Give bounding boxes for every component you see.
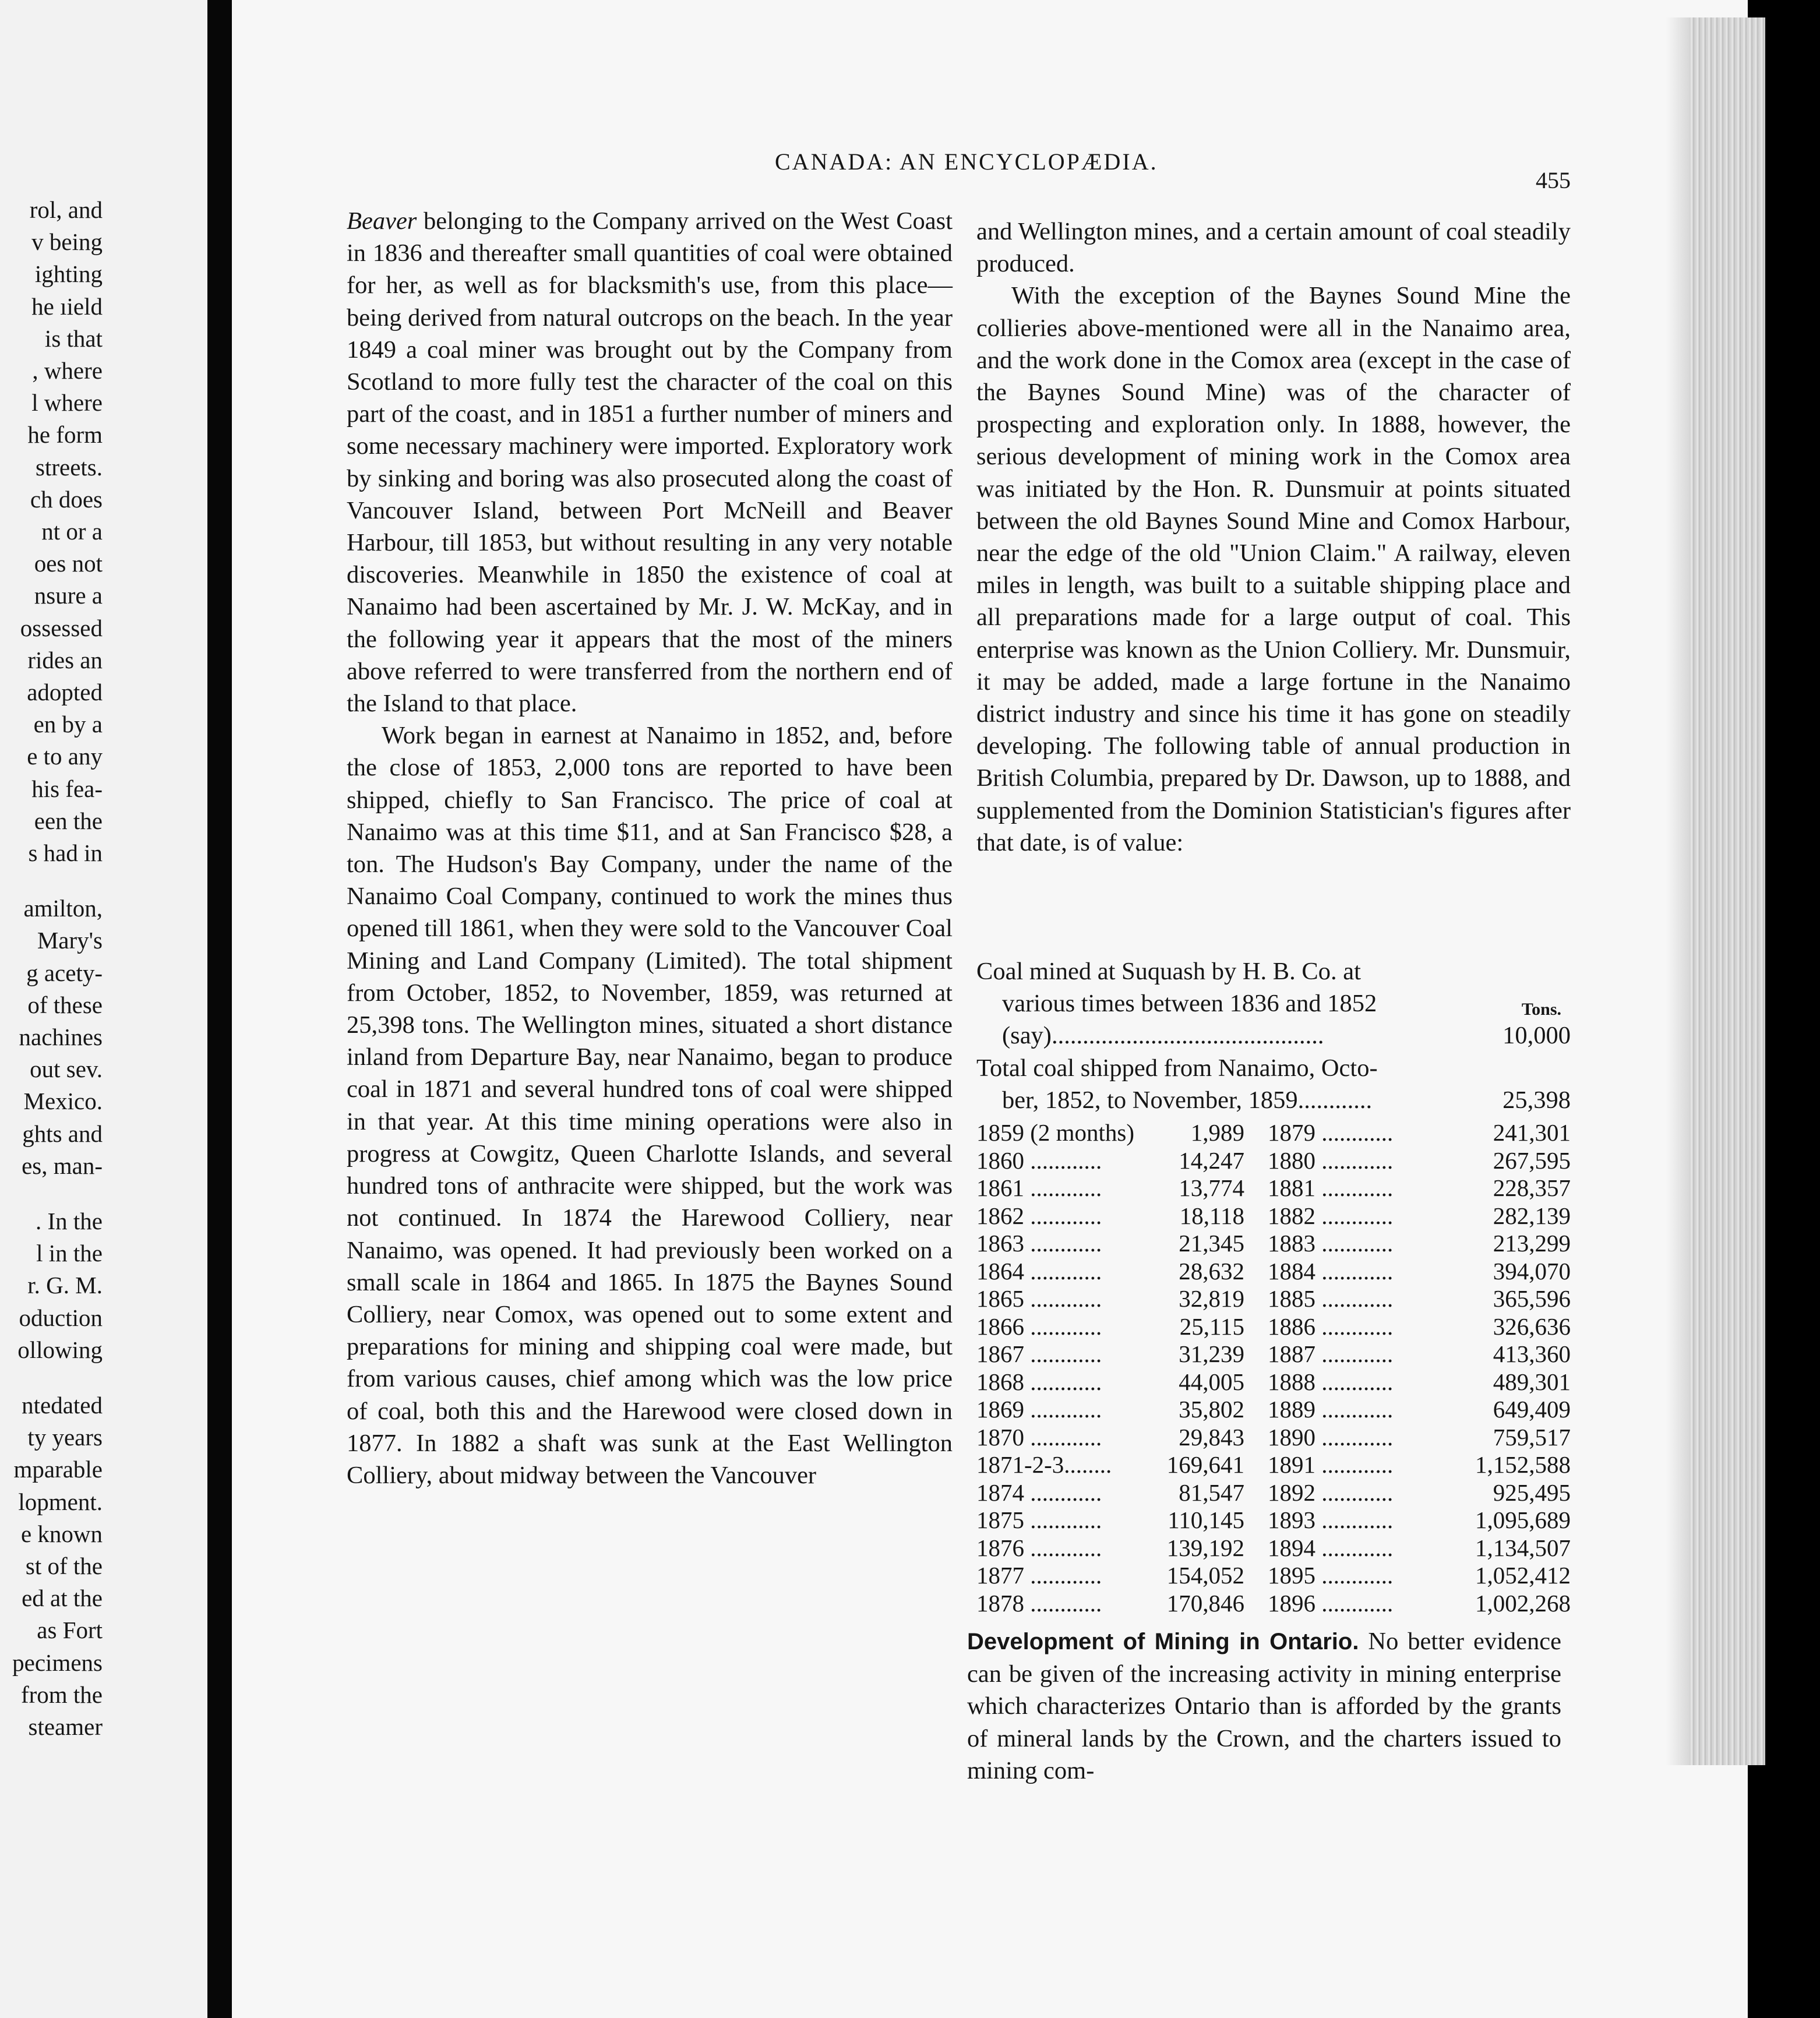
- tons-cell: 394,070: [1493, 1257, 1571, 1285]
- paragraph: With the exception of the Baynes Sound Mine the collieries above-mentioned were all in the Nanaimo area, and the work done in the Comox area (except in the case of the Baynes Sound Mine) was of the character of prospecting and exploration only. In 1888, however, the serious development of mining work in the Comox area was initiated by the Hon. R. Dunsmuir at points situated between the old Baynes Sound Mine and Comox Harbour, near the edge of the old "Union Claim." A railway, eleven miles in length, was built to a suitable shipping place and all preparations made for a large output of coal. This enterprise was known as the Union Colliery. Mr. Dunsmuir, it may be added, made a large fortune in the Nanaimo district industry and since his time it has gone on steadily developing. The following table of annual production in British Columbia, prepared by Dr. Dawson, up to 1888, and supplemented from the Dominion Statistician's figures after that date, is of value:: [976, 282, 1571, 856]
- facing-page-line: adopted: [27, 679, 103, 705]
- facing-page-line: from the: [20, 1681, 103, 1708]
- tons-cell: 228,357: [1493, 1174, 1571, 1201]
- facing-page-line: oes not: [34, 550, 103, 577]
- table-value: 10,000: [1502, 1022, 1571, 1050]
- facing-page-line: ty years: [27, 1424, 103, 1451]
- facing-page-line: steamer: [28, 1713, 103, 1740]
- paragraph-text: belonging to the Company arrived on the West Coast in 1836 and thereafter small quantities of coal were obtained for her, as well as for blacksmith's use, from this place—being derived from natural outcrops on the beach. In the year 1849 a coal miner was brought out by the Company from Scotland to more fully test the character of the coal on this part of the coast, and in 1851 a further number of miners and some necessary machinery were imported. Exploratory work by sinking and boring was also prosecuted along the coast of Vancouver Island, between Port McNeill and Beaver Harbour, till 1853, but without resulting in any very notable discoveries. Meanwhile in 1850 the existence of coal at Nanaimo had been ascertained by Mr. J. W. McKay, and in the following year it appears that the most of the miners above referred to were transferred from the northern end of the Island to that place.: [347, 207, 953, 718]
- column-gap: [1244, 1590, 1268, 1618]
- column-gap: [1244, 1340, 1268, 1368]
- year-cell: 1877 ............: [976, 1562, 1102, 1589]
- tons-cell: 35,802: [1179, 1396, 1244, 1423]
- facing-page-line: een the: [34, 807, 103, 834]
- tons-cell: 44,005: [1179, 1368, 1244, 1395]
- facing-page-line: as Fort: [37, 1617, 103, 1644]
- tons-cell: 31,239: [1179, 1340, 1244, 1367]
- year-cell: 1875 ............: [976, 1507, 1102, 1533]
- facing-page-line: l in the: [36, 1240, 103, 1267]
- tons-cell: 32,819: [1179, 1285, 1244, 1312]
- column-gap: [1244, 1451, 1268, 1479]
- paragraph: Work began in earnest at Nanaimo in 1852, and, before the close of 1853, 2,000 tons are reported to have been shipped, chiefly to San Francisco. The price of coal at Nanaimo was at this time $11, and at San Francisco $28, a ton. The Hudson's Bay Company, under the name of the Nanaimo Coal Company, continued to work the mines thus opened till 1861, when they were sold to the Vancouver Coal Mining and Land Company (Limited). The total shipment from October, 1852, to November, 1859, was returned at 25,398 tons. The Wellington mines, situated a short distance inland from Departure Bay, near Nanaimo, began to produce coal in 1871 and several hundred tons of coal were shipped in that year. At this time mining operations were also in progress at Cowgitz, Queen Charlotte Islands, and several hundred tons of anthracite were shipped, but the work was not continued. In 1874 the Harewood Colliery, near Nanaimo, was opened. It had previously been worked on a small scale in 1864 and 1865. In 1875 the Baynes Sound Colliery, near Comox, was opened out to some extent and preparations for mining and shipping coal were made, but from various causes, chief among which was the low price of coal, both this and the Harewood were closed down in 1877. In 1882 a shaft was sunk at the East Wellington Colliery, about midway between the Vancouver: [347, 722, 953, 1489]
- year-cell: 1861 ............: [976, 1174, 1102, 1201]
- facing-page-line: is that: [44, 324, 103, 352]
- year-cell: 1889 ............: [1268, 1396, 1394, 1423]
- tons-cell: 169,641: [1166, 1451, 1244, 1478]
- facing-page-line: l where: [31, 389, 103, 417]
- table-row: [976, 1479, 1571, 1507]
- column-gap: [1244, 1119, 1268, 1147]
- facing-page-line: of these: [27, 991, 103, 1018]
- year-cell: 1884 ............: [1268, 1257, 1394, 1285]
- column-gap: [1244, 1479, 1268, 1507]
- column-gap: [1244, 1285, 1268, 1313]
- facing-page-line: out sev.: [30, 1056, 103, 1083]
- page-edges: [1690, 17, 1765, 1765]
- year-cell: 1888 ............: [1268, 1368, 1394, 1395]
- facing-page-line: nt or a: [41, 518, 103, 545]
- tons-cell: 267,595: [1493, 1146, 1571, 1174]
- facing-page-line: r. G. M.: [27, 1272, 103, 1299]
- facing-page-line: , where: [32, 357, 103, 384]
- tons-cell: 326,636: [1493, 1313, 1571, 1340]
- facing-page-line: lopment.: [18, 1488, 103, 1515]
- year-cell: 1860 ............: [976, 1146, 1102, 1174]
- table-row: [976, 1285, 1571, 1313]
- year-cell: 1869 ............: [976, 1396, 1102, 1423]
- column-gap: [1244, 1230, 1268, 1258]
- year-cell: 1862 ............: [976, 1202, 1102, 1229]
- table-line: Coal mined at Suquash by H. B. Co. at: [976, 958, 1361, 985]
- table-row: [976, 1258, 1571, 1286]
- tons-cell: 1,095,689: [1475, 1507, 1571, 1533]
- tons-cell: 241,301: [1493, 1119, 1571, 1146]
- table-line: (say)............................................: [1002, 1022, 1324, 1050]
- facing-page-line: e to any: [27, 743, 103, 770]
- section-heading: Development of Mining in Ontario.: [967, 1629, 1359, 1654]
- column-gap: [1244, 1174, 1268, 1202]
- tons-cell: 14,247: [1179, 1146, 1244, 1174]
- tons-cell: 25,115: [1179, 1313, 1244, 1340]
- year-cell: 1887 ............: [1268, 1340, 1394, 1367]
- column-gap: [1244, 1396, 1268, 1424]
- tons-cell: 81,547: [1179, 1479, 1244, 1506]
- tons-cell: 1,134,507: [1475, 1534, 1571, 1561]
- column-gap: [1244, 1424, 1268, 1452]
- facing-page-line: ed at the: [22, 1585, 103, 1612]
- tons-cell: 649,409: [1493, 1396, 1571, 1423]
- table-row: [976, 1590, 1571, 1618]
- facing-page-line: he form: [27, 421, 103, 449]
- facing-page-line: mparable: [13, 1456, 103, 1483]
- year-cell: 1868 ............: [976, 1368, 1102, 1395]
- tons-cell: 154,052: [1166, 1562, 1244, 1589]
- facing-page-line: amilton,: [23, 895, 103, 922]
- tons-cell: 759,517: [1493, 1423, 1571, 1451]
- tons-cell: 13,774: [1179, 1174, 1244, 1201]
- column-gap: [1244, 1562, 1268, 1590]
- section-text: No better evidence can be given of the increasing activity in mining enterprise which characterizes Ontario than is afforded by the grants of mineral lands by the Crown, and the charters issued to mining com-: [967, 1628, 1561, 1784]
- tons-cell: 489,301: [1493, 1368, 1571, 1395]
- year-cell: 1865 ............: [976, 1285, 1102, 1312]
- ship-name: Beaver: [347, 207, 417, 235]
- facing-page-line: nachines: [19, 1024, 103, 1050]
- column-gap: [1244, 1313, 1268, 1341]
- year-cell: 1896 ............: [1268, 1589, 1394, 1617]
- year-cell: 1879 ............: [1268, 1119, 1394, 1146]
- table-row: [976, 1340, 1571, 1368]
- facing-page-line: e known: [20, 1520, 103, 1547]
- right-column: [976, 216, 1571, 859]
- tons-cell: 139,192: [1166, 1534, 1244, 1561]
- year-cell: 1870 ............: [976, 1423, 1102, 1451]
- table-row: [976, 1368, 1571, 1396]
- tons-cell: 110,145: [1168, 1507, 1244, 1533]
- facing-page-line: ch does: [30, 485, 103, 513]
- table-line: various times between 1836 and 1852: [1002, 990, 1377, 1018]
- table-row: [976, 1451, 1571, 1479]
- facing-page-line: rol, and: [29, 196, 103, 223]
- table-row: [976, 1396, 1571, 1424]
- production-table: [976, 1119, 1571, 1617]
- year-cell: 1864 ............: [976, 1257, 1102, 1285]
- year-cell: 1880 ............: [1268, 1146, 1394, 1174]
- year-cell: 1878 ............: [976, 1589, 1102, 1617]
- year-cell: 1895 ............: [1268, 1562, 1394, 1589]
- tons-cell: 29,843: [1179, 1423, 1244, 1451]
- facing-page-line: en by a: [33, 711, 103, 738]
- paragraph: [347, 205, 953, 719]
- tons-cell: 18,118: [1179, 1202, 1244, 1229]
- table-row: [976, 1230, 1571, 1258]
- tons-cell: 1,052,412: [1475, 1562, 1571, 1589]
- column-gap: [1244, 1368, 1268, 1396]
- year-cell: 1859 (2 months): [976, 1119, 1135, 1146]
- tons-cell: 170,846: [1166, 1589, 1244, 1617]
- table-row: [976, 1119, 1571, 1147]
- facing-page-line: pecimens: [12, 1649, 103, 1676]
- tons-cell: 365,596: [1493, 1285, 1571, 1312]
- facing-page-line: oduction: [19, 1304, 103, 1331]
- year-cell: 1866 ............: [976, 1313, 1102, 1340]
- page-number: 455: [1536, 167, 1571, 193]
- left-column: [347, 205, 953, 1491]
- year-cell: 1874 ............: [976, 1479, 1102, 1506]
- tons-cell: 1,152,588: [1475, 1451, 1571, 1478]
- year-cell: 1893 ............: [1268, 1507, 1394, 1533]
- production-table-header: [976, 955, 1571, 1116]
- table-line: Total coal shipped from Nanaimo, Octo-: [976, 1054, 1378, 1082]
- page-shadow: [1666, 17, 1690, 1765]
- ontario-section: [967, 1625, 1561, 1787]
- facing-page-line: rides an: [27, 646, 103, 673]
- year-cell: 1867 ............: [976, 1340, 1102, 1367]
- tons-cell: 21,345: [1179, 1230, 1244, 1257]
- facing-page-line: ossessed: [20, 614, 103, 641]
- year-cell: 1882 ............: [1268, 1202, 1394, 1229]
- table-row: [976, 1313, 1571, 1341]
- year-cell: 1883 ............: [1268, 1230, 1394, 1257]
- column-gap: [1244, 1202, 1268, 1230]
- facing-page-line: g acety-: [26, 959, 103, 986]
- facing-page-line: Mary's: [37, 927, 103, 954]
- tons-cell: 925,495: [1493, 1479, 1571, 1506]
- table-row: [976, 1202, 1571, 1230]
- year-cell: 1891 ............: [1268, 1451, 1394, 1478]
- facing-page-line: Mexico.: [23, 1088, 103, 1115]
- year-cell: 1894 ............: [1268, 1534, 1394, 1561]
- tons-cell: 1,989: [1190, 1119, 1244, 1146]
- year-cell: 1890 ............: [1268, 1423, 1394, 1451]
- facing-page-line: st of the: [25, 1553, 103, 1579]
- column-gap: [1244, 1147, 1268, 1175]
- facing-page-line: s had in: [28, 839, 103, 866]
- year-cell: 1863 ............: [976, 1230, 1102, 1257]
- tons-cell: 413,360: [1493, 1340, 1571, 1367]
- table-line: ber, 1852, to November, 1859............: [1002, 1086, 1373, 1114]
- column-gap: [1244, 1258, 1268, 1286]
- year-cell: 1876 ............: [976, 1534, 1102, 1561]
- facing-page: [0, 0, 207, 2018]
- paragraph: and Wellington mines, and a certain amount of coal steadily produced.: [976, 218, 1571, 278]
- tons-cell: 28,632: [1179, 1257, 1244, 1285]
- tons-cell: 282,139: [1493, 1202, 1571, 1229]
- table-row: [976, 1424, 1571, 1452]
- table-row: [976, 1534, 1571, 1562]
- facing-page-line: streets.: [36, 453, 103, 481]
- table-row: [976, 1174, 1571, 1202]
- facing-page-line: nsure a: [34, 582, 103, 609]
- facing-page-line: ollowing: [17, 1336, 103, 1363]
- year-cell: 1871-2-3........: [976, 1451, 1112, 1478]
- facing-page-line: ighting: [34, 260, 103, 288]
- facing-page-line: his fea-: [31, 775, 103, 802]
- facing-page-line: ntedated: [22, 1392, 103, 1419]
- year-cell: 1892 ............: [1268, 1479, 1394, 1506]
- year-cell: 1886 ............: [1268, 1313, 1394, 1340]
- running-head: CANADA: AN ENCYCLOPÆDIA.: [775, 149, 1158, 175]
- column-gap: [1244, 1507, 1268, 1534]
- facing-page-line: es, man-: [22, 1152, 103, 1179]
- year-cell: 1881 ............: [1268, 1174, 1394, 1201]
- facing-page-line: ghts and: [22, 1120, 103, 1147]
- year-cell: 1885 ............: [1268, 1285, 1394, 1312]
- table-row: [976, 1147, 1571, 1175]
- tons-cell: 213,299: [1493, 1230, 1571, 1257]
- facing-page-line: he ıield: [31, 292, 103, 320]
- facing-page-line: . In the: [36, 1208, 103, 1234]
- table-row: [976, 1562, 1571, 1590]
- tons-label: Tons.: [1521, 1000, 1561, 1019]
- facing-page-text: [0, 0, 207, 2018]
- table-value: 25,398: [1502, 1086, 1571, 1114]
- facing-page-line: v being: [31, 228, 103, 256]
- tons-cell: 1,002,268: [1475, 1589, 1571, 1617]
- column-gap: [1244, 1534, 1268, 1562]
- table-row: [976, 1507, 1571, 1534]
